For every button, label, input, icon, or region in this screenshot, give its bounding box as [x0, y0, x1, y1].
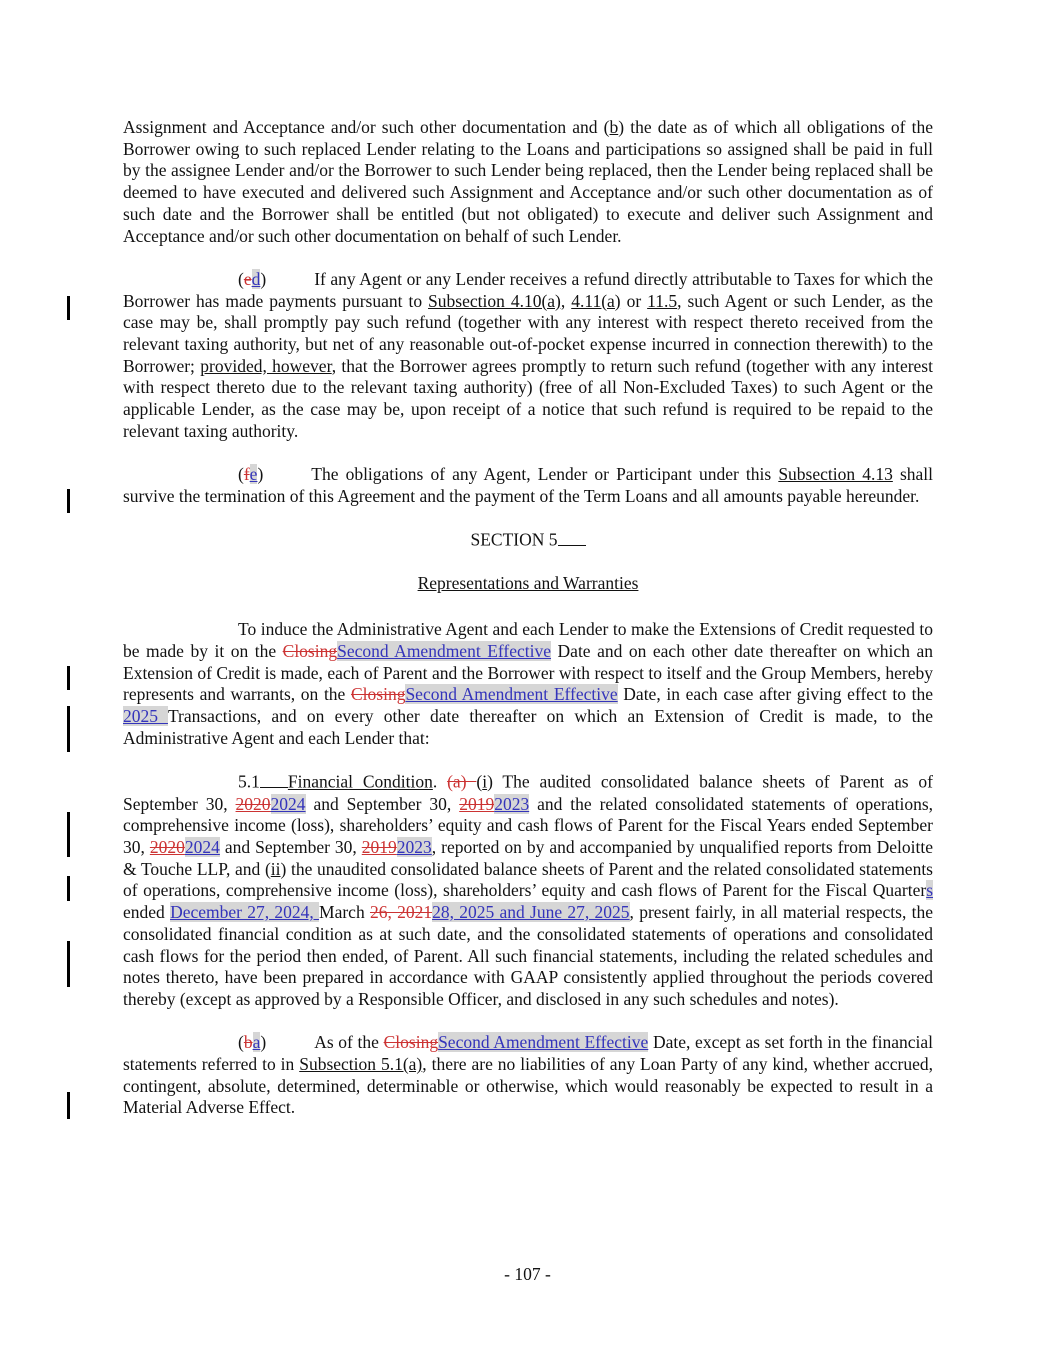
- text-run: ): [257, 464, 264, 485]
- text-run: Second Amendment Effective: [337, 641, 552, 662]
- text-run: b: [609, 117, 619, 137]
- text-run: b: [243, 1032, 253, 1053]
- text-run: Date and on each other date thereafter on which an Extension of Credit is made, each of Parent and the Borrower with respect to itself and the Group Members, hereby represents and warrants, on the: [123, 641, 933, 705]
- text-run: Representations and Warranties: [417, 572, 639, 593]
- text-run: a: [252, 1032, 261, 1053]
- paragraph-no-liabilities-clause: [123, 1032, 933, 1119]
- text-run: Closing: [350, 684, 406, 705]
- change-bar: [67, 812, 70, 857]
- change-bar: [67, 666, 70, 690]
- text-run: 28, 2025 and June 27, 2025: [432, 902, 630, 923]
- text-run: 2024: [270, 793, 306, 814]
- text-run: .: [432, 771, 448, 792]
- text-run: Second Amendment Effective: [405, 684, 618, 705]
- text-run: SECTION 5: [470, 529, 558, 550]
- text-run: [558, 529, 586, 546]
- text-run: (: [238, 1032, 244, 1053]
- page-number: - 107 -: [504, 1264, 551, 1284]
- text-run: e: [243, 268, 252, 289]
- text-run: 2023: [396, 836, 432, 857]
- text-run: 2024: [184, 836, 220, 857]
- paragraph-assignment-continuation: [123, 117, 933, 247]
- text-run: 2019: [361, 836, 397, 857]
- text-run: 2023: [494, 793, 530, 814]
- text-run: Financial Condition: [287, 771, 433, 792]
- text-run: Closing: [383, 1032, 439, 1053]
- change-bar: [67, 1092, 70, 1119]
- text-run: Second Amendment Effective: [438, 1032, 649, 1053]
- text-run: , such Agent or such Lender, as the case may be, shall promptly pay such refund (together with any interest with respect thereto received from the relevant taxing authority, but net of any reasonable out-of-pocket expense incurred in connection therewith) to the Borrower;: [123, 290, 933, 376]
- text-run: e: [249, 464, 258, 485]
- text-run: 5.1: [238, 771, 260, 792]
- text-run: 2020: [235, 793, 271, 814]
- text-run: f: [243, 464, 250, 485]
- text-run: ): [260, 1032, 267, 1053]
- text-run: Subsection 5.1(a): [299, 1054, 423, 1074]
- text-run: ) the date as of which all obligations of the Borrower owing to such replaced Lender relating to the Loans and participations so assigned shall be paid in full by the assignee Lender and/or the Borrower to such Lender being replaced, then the Lender being replaced shall be deemed to have executed and delivered such Assignment and Acceptance and/or such other documentation as of such date and the Borrower shall be entitled (but not obligated) to execute and deliver such Assignment and Acceptance and/or such other documentation on behalf of such Lender.: [123, 117, 933, 246]
- change-bar: [67, 296, 70, 320]
- text-run: Transactions, and on every other date thereafter on which an Extension of Credit is made, to the Administrative Agent and each Lender that:: [123, 706, 934, 748]
- paragraph-financial-condition: [123, 771, 933, 1010]
- text-run: Date, except as set forth in the financial statements referred to in: [123, 1032, 933, 1074]
- text-run: To induce the Administrative Agent and each Lender to make the Extensions of Credit requested to be made by it on the: [123, 619, 933, 662]
- text-run: 11.5: [647, 290, 678, 311]
- text-run: ): [260, 268, 267, 289]
- text-run: (: [238, 464, 244, 485]
- text-run: ) The audited consolidated balance sheets of Parent as of September 30,: [123, 771, 933, 814]
- text-run: December 27, 2024,: [170, 902, 320, 923]
- text-run: (: [238, 268, 244, 289]
- change-bar: [67, 876, 70, 901]
- text-run: and the related consolidated statements of operations, comprehensive income (loss), shareholders’ equity and cash flows of Parent for the Fiscal Years ended September 30,: [123, 793, 934, 857]
- text-run: ) the unaudited consolidated balance sheets of Parent and the related consolidated statements of operations, comprehensive income (loss), shareholders’ equity and cash flows of Parent for the Fiscal Quarter: [123, 858, 933, 901]
- text-run: or: [620, 290, 648, 311]
- text-run: and September 30,: [305, 793, 460, 814]
- text-run: Date, in each case after giving effect to the: [617, 684, 933, 705]
- text-run: (a): [447, 771, 477, 792]
- text-run: and September 30,: [219, 836, 362, 857]
- text-run: 2020: [149, 836, 185, 857]
- text-run: d: [251, 268, 261, 289]
- text-run: Subsection 4.13: [778, 464, 893, 485]
- text-run: (: [476, 771, 483, 792]
- text-run: 26, 2021: [369, 902, 433, 923]
- text-run: provided, however: [200, 355, 332, 376]
- change-bar: [67, 489, 70, 513]
- text-run: , that the Borrower agrees promptly to return such refund (together with any interest with respect thereto due to the relevant taxing authority) (free of all Non-Excluded Taxes) to such Agent or the applicable Lender, as the case may be, upon receipt of a notice that such refund is required to be repaid to the relevant taxing authority.: [123, 355, 933, 441]
- text-run: Assignment and Acceptance and/or such other documentation and (: [123, 117, 610, 137]
- section-heading: [123, 529, 933, 551]
- paragraph-survival-clause: [123, 464, 933, 507]
- text-run: 2025: [123, 706, 168, 727]
- text-run: , reported on by and accompanied by unqualified reports from Deloitte & Touche LLP, and (: [123, 836, 934, 879]
- text-run: 4.11(a): [571, 290, 621, 311]
- text-run: If any Agent or any Lender receives a refund directly attributable to Taxes for which the Borrower has made payments pursuant to: [123, 268, 933, 311]
- text-run: ii: [270, 858, 281, 879]
- text-run: , there are no liabilities of any Loan Party of any kind, whether accrued, contingent, absolute, determined, determinable or otherwise, which would reasonably be expected to result in a Material Adverse Effect.: [123, 1054, 933, 1118]
- text-run: Closing: [282, 641, 338, 662]
- paragraph-inducement-clause: [123, 619, 933, 749]
- paragraph-refund-clause: [123, 269, 933, 443]
- text-run: As of the: [314, 1032, 384, 1053]
- text-run: 2019: [459, 793, 495, 814]
- text-run: ended: [123, 902, 171, 923]
- text-run: Subsection 4.10(a): [428, 290, 561, 311]
- text-run: shall survive the termination of this Agreement and the payment of the Term Loans and all amounts payable hereunder.: [123, 464, 933, 506]
- change-bar: [67, 706, 70, 752]
- subtitle-heading: [123, 573, 933, 595]
- text-run: [260, 771, 288, 788]
- text-run: s: [926, 880, 933, 901]
- text-run: ,: [560, 290, 572, 311]
- change-bar: [67, 941, 70, 987]
- text-run: The obligations of any Agent, Lender or Participant under this: [311, 464, 779, 485]
- text-run: i: [482, 771, 488, 792]
- text-run: March: [319, 902, 370, 923]
- text-run: , present fairly, in all material respects, the consolidated financial condition as at such date, and the consolidated statements of operations and consolidated cash flows for the period then ended, of Parent. All such financial statements, including the related schedules and notes thereto, have been prepared in accordance with GAAP consistently applied throughout the periods covered thereby (except as approved by a Responsible Officer, and disclosed in any such schedules and notes).: [123, 902, 933, 1009]
- document-body: [123, 117, 933, 1141]
